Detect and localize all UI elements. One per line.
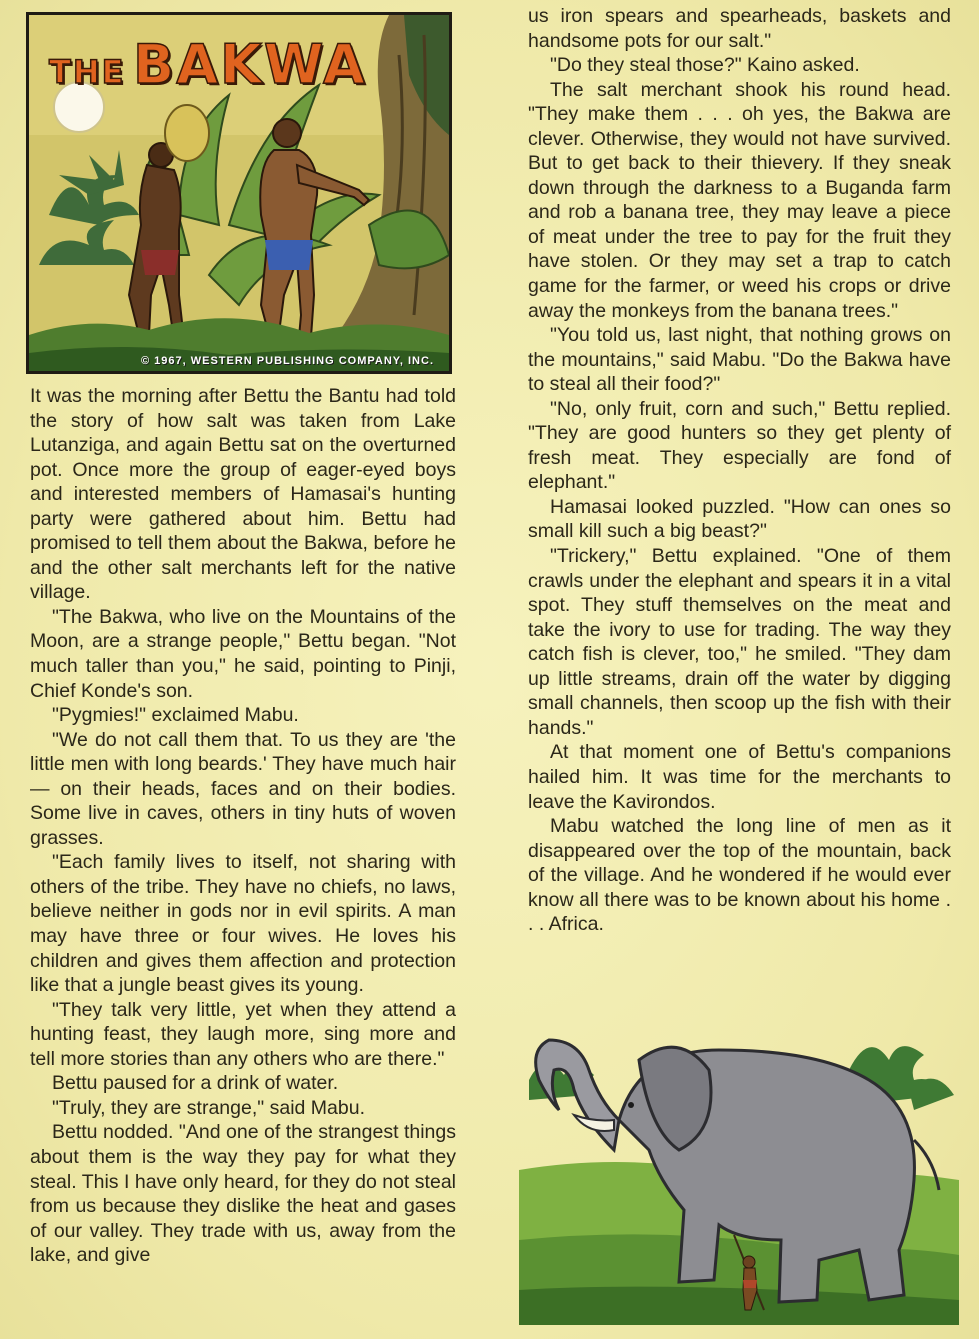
paragraph: "You told us, last night, that nothing grows on the mountains," said Mabu. "Do the Bakwa have to steal all their food?" bbox=[528, 324, 951, 396]
paragraph: Bettu paused for a drink of water. bbox=[52, 1072, 339, 1095]
paragraph: "They talk very little, yet when they attend a hunting feast, they laugh more, sing more and tell more stories than any others who are there." bbox=[30, 998, 456, 1070]
paragraph: "No, only fruit, corn and such," Bettu replied. "They are good hunters so they get plenty of fresh meat. They especially are fond of elephant." bbox=[528, 397, 951, 494]
elephant-hunter-image bbox=[519, 1010, 959, 1325]
paragraph: "Trickery," Bettu explained. "One of them crawls under the elephant and spears it in a vital spot. They stuff themselves on the meat and take the ivory to use for trading. The way they catch fish is clever, too," he smiled. "They dam up little streams, drain off the water by digging small channels, then scoop up the fish with their hands." bbox=[528, 545, 951, 739]
paragraph: "Do they steal those?" Kaino asked. bbox=[550, 54, 860, 77]
paragraph: The salt merchant shook his round head. "They make them . . . oh yes, the Bakwa are clever. Otherwise, they would not have survived. But to get back to their thievery. If they sneak down through the darkness to a Buganda farm and rob a banana tree, they may leave a piece of meat under the tree to pay for the fruit they have stolen. Or they may set a trap to catch game for the farmer, or weed his crops or drive away the monkeys from the banana trees." bbox=[528, 78, 951, 322]
paragraph: "We do not call them that. To us they are 'the little men with long beards.' They have much hair — on their heads, faces and on their bodies. Some live in caves, others in tiny huts of woven grasses. bbox=[30, 728, 456, 849]
story-title bbox=[49, 33, 367, 96]
paragraph: "Each family lives to itself, not sharing with others of the tribe. They have no chiefs, no laws, believe neither in gods nor in evil spirits. A man may have three or four wives. He loves his children and gives them affection and protection like that a jungle beast gives its young. bbox=[30, 851, 456, 997]
paragraph: "The Bakwa, who live on the Mountains of the Moon, are a strange people," Bettu began. "Not much taller than you," he said, pointing to Pinji, Chief Konde's son. bbox=[30, 605, 456, 702]
paragraph: At that moment one of Bettu's companions hailed him. It was time for the merchants to leave the Kavirondos. bbox=[528, 741, 951, 813]
right-text-column bbox=[528, 4, 951, 937]
elephant-illustration bbox=[519, 1010, 959, 1325]
copyright-notice: © 1967, WESTERN PUBLISHING COMPANY, INC. bbox=[141, 355, 434, 367]
story-title-prefix: THE bbox=[49, 53, 126, 91]
paragraph: "Pygmies!" exclaimed Mabu. bbox=[52, 704, 299, 727]
story-title-main: BAKWA bbox=[133, 33, 367, 96]
paragraph: Hamasai looked puzzled. "How can ones so small kill such a big beast?" bbox=[528, 495, 951, 543]
paragraph: It was the morning after Bettu the Bantu had told the story of how salt was taken from Lake Lutanziga, and again Bettu sat on the overturned pot. Once more the group of eager-eyed boys and interested members of Hamasai's hunting party were gathered about him. Bettu had promised to tell them about the Bakwa, before he and the other salt merchants left for the native village. bbox=[30, 385, 456, 604]
paragraph: Bettu nodded. "And one of the strangest things about them is the way they pay for what they steal. This I have only heard, for they do not steal from us because they dislike the heat and gases of our valley. They trade with us, away from the lake, and give bbox=[30, 1121, 456, 1267]
paragraph: Mabu watched the long line of men as it disappeared over the top of the mountain, back of the village. And he wondered if he would ever know all there was to be known about his home . . . Africa. bbox=[528, 815, 951, 936]
title-illustration bbox=[26, 12, 452, 374]
paragraph: us iron spears and spearheads, baskets and handsome pots for our salt." bbox=[528, 5, 951, 52]
left-text-column bbox=[30, 384, 456, 1268]
paragraph: "Truly, they are strange," said Mabu. bbox=[52, 1096, 365, 1119]
